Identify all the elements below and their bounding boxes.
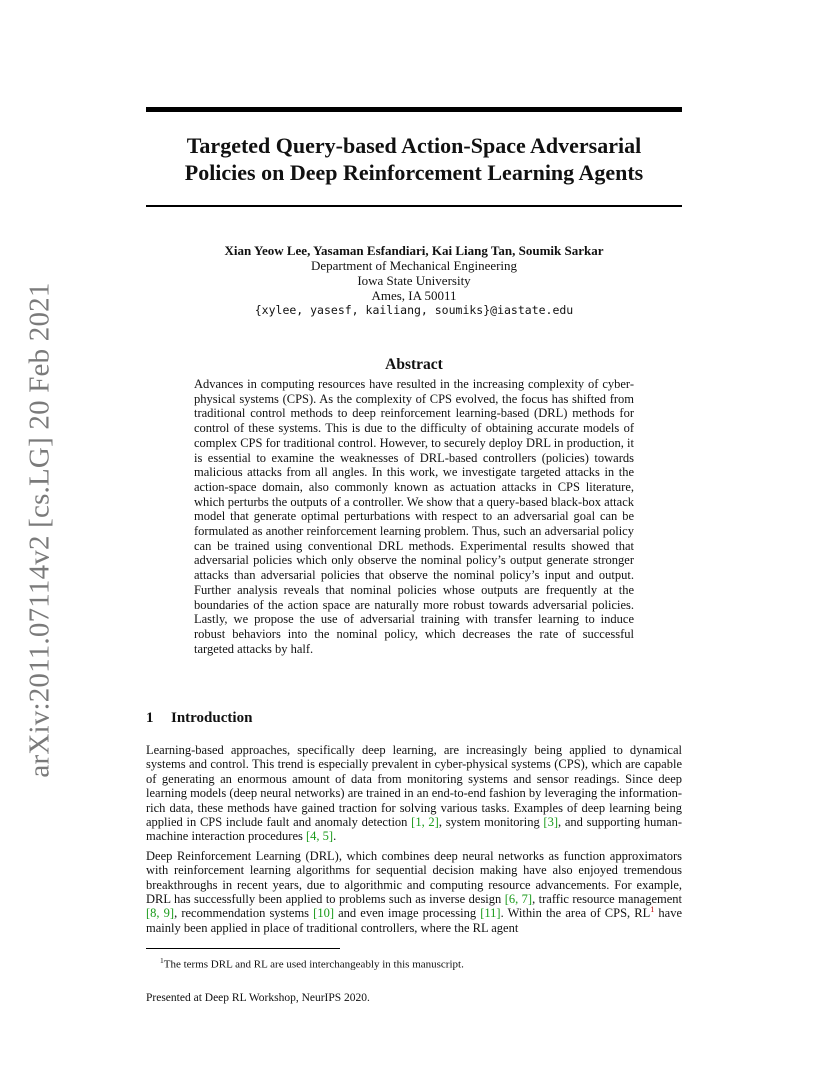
paragraph-text: have mainly been applied in place of traditional controllers, where the RL agent xyxy=(146,906,682,935)
intro-paragraph-1 xyxy=(146,743,682,844)
citation-link[interactable]: [8, 9] xyxy=(146,906,175,921)
abstract-heading: Abstract xyxy=(385,356,443,373)
title-line-2: Policies on Deep Reinforcement Learning Agents xyxy=(184,160,644,185)
citation-link[interactable]: [6, 7] xyxy=(504,892,533,907)
footnote-text: The terms DRL and RL are used interchangeably in this manuscript. xyxy=(163,958,464,971)
intro-paragraph-2 xyxy=(146,849,682,935)
citation-link[interactable]: [3] xyxy=(543,815,558,830)
venue-note: Presented at Deep RL Workshop, NeurIPS 2020. xyxy=(146,992,370,1004)
author-university: Iowa State University xyxy=(357,273,471,288)
citation-link[interactable]: [4, 5] xyxy=(306,829,334,844)
citation-link[interactable]: [11] xyxy=(480,906,501,921)
author-city: Ames, IA 50011 xyxy=(371,288,457,303)
paragraph-text: . xyxy=(333,829,337,844)
author-names: Xian Yeow Lee, Yasaman Esfandiari, Kai Liang Tan, Soumik Sarkar xyxy=(224,243,604,258)
title-top-rule xyxy=(146,107,682,112)
section-title: Introduction xyxy=(171,710,253,726)
introduction-body xyxy=(146,743,682,940)
footnote xyxy=(160,954,464,972)
author-emails: {xylee, yasesf, kailiang, soumiks}@iastate.edu xyxy=(254,303,574,317)
citation-link[interactable]: [1, 2] xyxy=(411,815,439,830)
abstract-text: Advances in computing resources have resulted in the increasing complexity of cyber-physical systems (CPS). As the complexity of CPS evolved, the focus has shifted from traditional control methods to deep reinforcement learning-based (DRL) methods for control of these systems. This is due to the difficulty of obtaining accurate models of complex CPS for traditional control. However, to securely deploy DRL in production, it is essential to examine the weaknesses of DRL-based controllers (policies) towards malicious attacks from all angles. In this work, we investigate targeted attacks in the action-space domain, also commonly known as actuation attacks in CPS literature, which perturbs the outputs of a controller. We show that a query-based black-box attack model that generate optimal perturbations with respect to an adversarial goal can be formulated as another reinforcement learning problem. Thus, such an adversarial policy can be trained using conventional DRL methods. Experimental results showed that adversarial policies which only observe the nominal policy’s output generate stronger attacks than adversarial policies that observe the nominal policy’s input and output. Further analysis reveals that nominal policies whose outputs are frequently at the boundaries of the action space are naturally more robust towards adversarial policies. Lastly, we propose the use of adversarial training with transfer learning to induce robust behaviors into the nominal policy, which decreases the rate of successful targeted attacks by half. xyxy=(194,377,634,656)
paragraph-text: Learning-based approaches, specifically deep learning, are increasingly being applied to dynamical systems and control. This trend is especially prevalent in cyber-physical systems (CPS), which are capable of generating an enormous amount of data from monitoring systems and sensor readings. Since deep learning models (deep neural networks) are trained in an end-to-end fashion by leveraging the information-rich data, these methods have gained traction for solving various tasks. Examples of deep learning being applied in CPS include fault and anomaly detection xyxy=(146,743,682,830)
footnote-mark: 1 xyxy=(160,956,164,965)
author-department: Department of Mechanical Engineering xyxy=(310,258,518,273)
paragraph-text: Deep Reinforcement Learning (DRL), which combines deep neural networks as function approximators with reinforcement learning algorithms for sequential decision making have also enjoyed tremendous breakthroughs in recent years, due to algorithmic and computing resource advancements. For example, DRL has successfully been applied to problems such as inverse design xyxy=(146,848,682,907)
footnote-rule xyxy=(146,948,340,949)
paragraph-text: , recommendation systems xyxy=(174,906,314,921)
paper-title xyxy=(146,132,682,186)
abstract-body xyxy=(194,377,634,656)
title-bottom-rule xyxy=(146,205,682,207)
author-block xyxy=(146,243,682,318)
title-line-1: Targeted Query-based Action-Space Adversarial xyxy=(186,133,642,158)
paragraph-text: , system monitoring xyxy=(438,815,544,830)
arxiv-identifier: arXiv:2011.07114v2 [cs.LG] 20 Feb 2021 xyxy=(23,282,56,778)
section-number: 1 xyxy=(146,710,154,726)
paragraph-text: . Within the area of CPS, RL xyxy=(500,906,651,921)
paragraph-text: and even image processing xyxy=(333,906,481,921)
citation-link[interactable]: [10] xyxy=(313,906,334,921)
paragraph-text: , traffic resource management xyxy=(532,892,683,907)
paragraph-text: , and supporting human-machine interaction procedures xyxy=(146,815,683,844)
section-heading xyxy=(146,710,252,727)
footnote-link[interactable]: 1 xyxy=(650,905,655,915)
